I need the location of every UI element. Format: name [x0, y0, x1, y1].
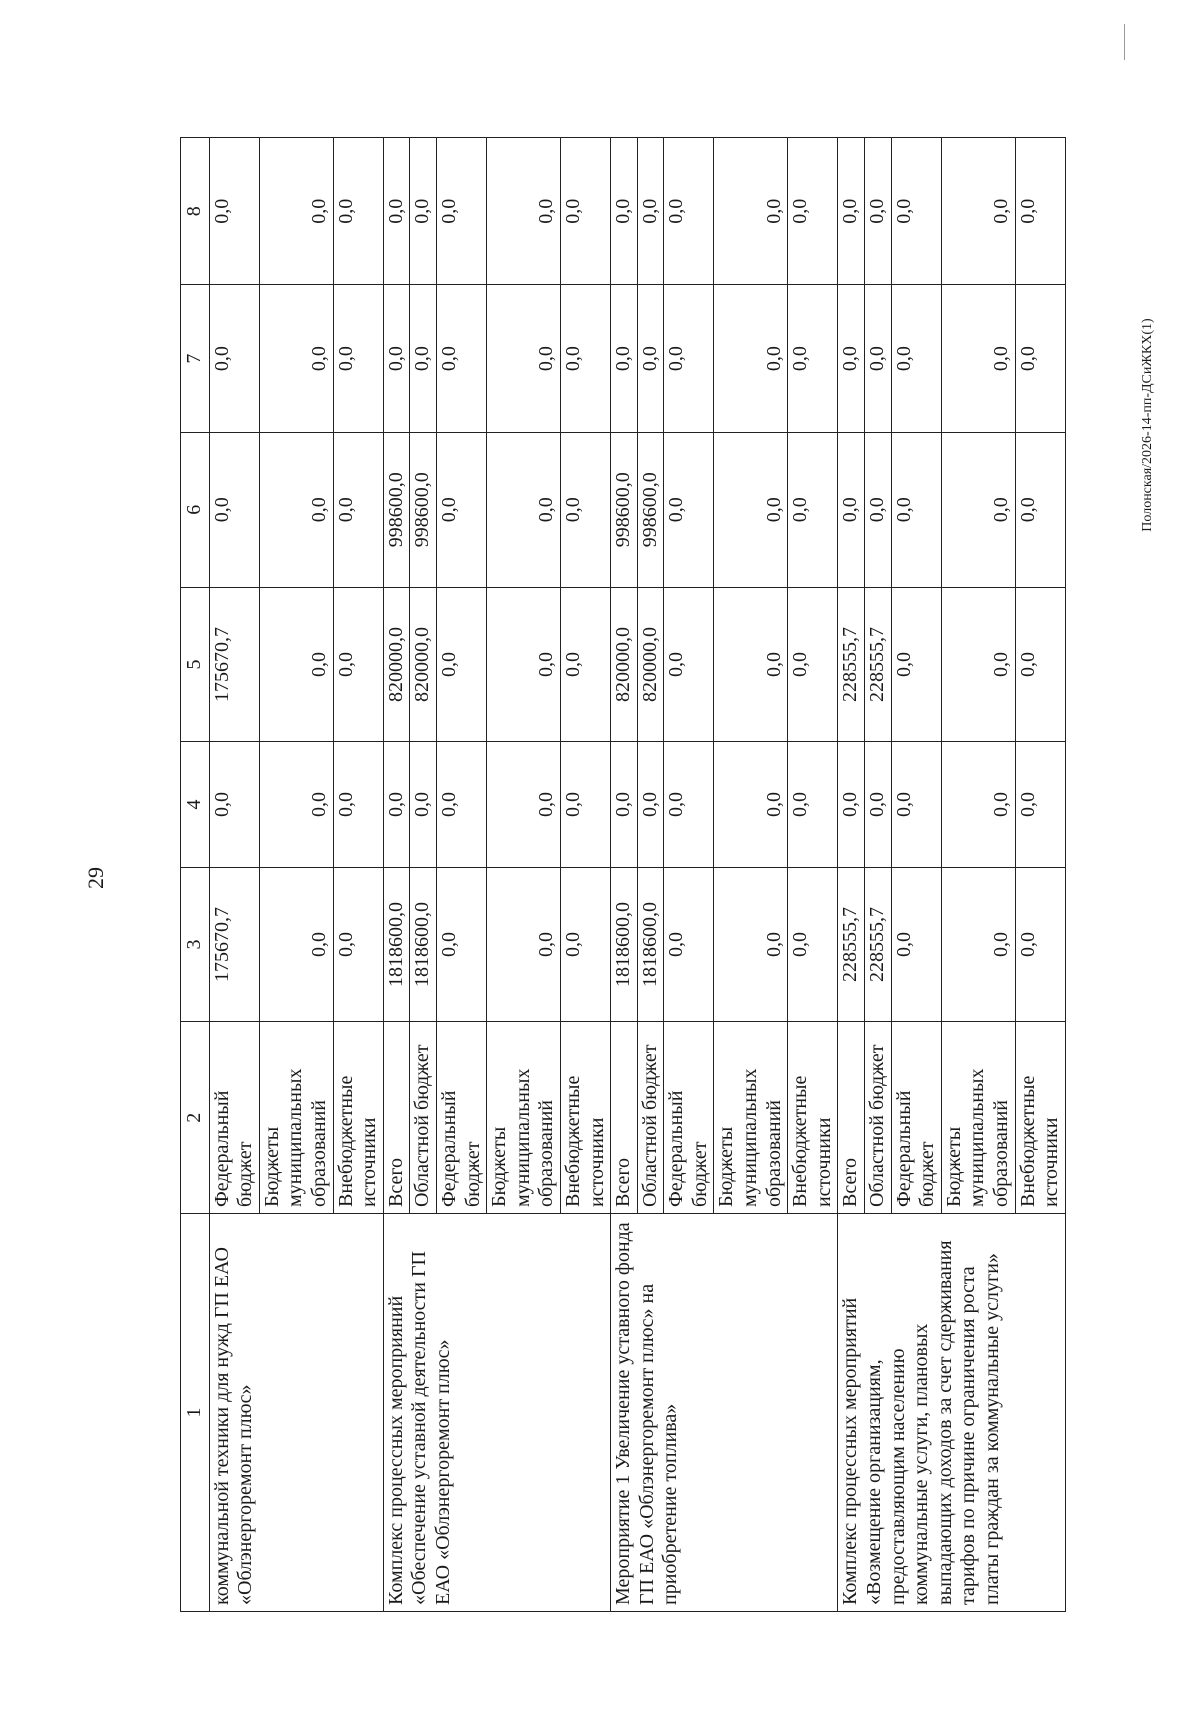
funding-source: Федеральный бюджет [209, 1022, 259, 1214]
amount-cell: 0,0 [838, 742, 865, 867]
amount-cell: 0,0 [941, 587, 1015, 742]
amount-cell: 0,0 [259, 742, 333, 867]
funding-source: Областной бюджет [410, 1022, 437, 1214]
amount-cell: 0,0 [941, 138, 1015, 285]
header-cell: 8 [181, 138, 210, 285]
amount-cell: 0,0 [714, 867, 788, 1022]
amount-cell: 175670,7 [209, 867, 259, 1022]
amount-cell: 820000,0 [383, 587, 410, 742]
funding-source: Областной бюджет [637, 1022, 664, 1214]
amount-cell: 998600,0 [410, 432, 437, 587]
activity-description: Мероприятие 1 Увеличение уставного фонда ГП ЕАО «Облэнергоремонт плюс» на приобретение топлива» [611, 1214, 838, 1612]
amount-cell: 0,0 [865, 742, 892, 867]
amount-cell: 0,0 [941, 432, 1015, 587]
amount-cell: 0,0 [410, 138, 437, 285]
amount-cell: 0,0 [1015, 742, 1065, 867]
activity-description: Комплекс процессных мероприятий «Возмещение организациям, предоставляющим населению коммунальные услуги, плановых выпадающих доходов за счет сдерживания тарифов по причине ограничения роста платы граждан за коммунальные услуги» [838, 1214, 1065, 1612]
amount-cell: 0,0 [560, 742, 610, 867]
amount-cell: 0,0 [333, 138, 383, 285]
amount-cell: 0,0 [891, 138, 941, 285]
amount-cell: 820000,0 [410, 587, 437, 742]
amount-cell: 0,0 [383, 742, 410, 867]
amount-cell: 0,0 [838, 285, 865, 432]
amount-cell: 0,0 [487, 742, 561, 867]
amount-cell: 0,0 [209, 432, 259, 587]
amount-cell: 0,0 [487, 867, 561, 1022]
amount-cell: 0,0 [259, 138, 333, 285]
amount-cell: 0,0 [436, 138, 486, 285]
header-cell: 2 [181, 1022, 210, 1214]
amount-cell: 0,0 [259, 432, 333, 587]
amount-cell: 0,0 [611, 742, 638, 867]
amount-cell: 0,0 [333, 867, 383, 1022]
amount-cell: 228555,7 [838, 587, 865, 742]
amount-cell: 0,0 [487, 138, 561, 285]
amount-cell: 0,0 [209, 742, 259, 867]
amount-cell: 0,0 [788, 587, 838, 742]
amount-cell: 0,0 [838, 432, 865, 587]
amount-cell: 0,0 [788, 742, 838, 867]
funding-source: Всего [611, 1022, 638, 1214]
amount-cell: 0,0 [664, 587, 714, 742]
amount-cell: 0,0 [436, 432, 486, 587]
amount-cell: 0,0 [560, 285, 610, 432]
amount-cell: 0,0 [436, 285, 486, 432]
amount-cell: 0,0 [788, 138, 838, 285]
table-row [383, 138, 410, 1612]
amount-cell: 228555,7 [838, 867, 865, 1022]
amount-cell: 0,0 [259, 285, 333, 432]
amount-cell: 0,0 [383, 138, 410, 285]
amount-cell: 0,0 [410, 285, 437, 432]
amount-cell: 0,0 [560, 587, 610, 742]
amount-cell: 0,0 [209, 285, 259, 432]
activity-description: коммунальной техники для нужд ГП ЕАО «Облэнергоремонт плюс» [209, 1214, 383, 1612]
header-cell: 1 [181, 1214, 210, 1612]
funding-source: Бюджеты муниципальных образований [714, 1022, 788, 1214]
amount-cell: 0,0 [410, 742, 437, 867]
amount-cell: 998600,0 [637, 432, 664, 587]
amount-cell: 0,0 [259, 867, 333, 1022]
header-cell: 7 [181, 285, 210, 432]
amount-cell: 0,0 [714, 138, 788, 285]
funding-source: Бюджеты муниципальных образований [259, 1022, 333, 1214]
amount-cell: 0,0 [941, 867, 1015, 1022]
funding-source: Областной бюджет [865, 1022, 892, 1214]
amount-cell: 0,0 [891, 742, 941, 867]
amount-cell: 0,0 [1015, 587, 1065, 742]
amount-cell: 0,0 [788, 867, 838, 1022]
amount-cell: 0,0 [383, 285, 410, 432]
amount-cell: 0,0 [664, 742, 714, 867]
funding-source: Внебюджетные источники [333, 1022, 383, 1214]
amount-cell: 1818600,0 [611, 867, 638, 1022]
margin-mark [1124, 24, 1125, 60]
amount-cell: 0,0 [664, 867, 714, 1022]
header-cell: 3 [181, 867, 210, 1022]
amount-cell: 0,0 [891, 587, 941, 742]
amount-cell: 175670,7 [209, 587, 259, 742]
amount-cell: 0,0 [664, 285, 714, 432]
amount-cell: 0,0 [714, 432, 788, 587]
funding-source: Внебюджетные источники [788, 1022, 838, 1214]
amount-cell: 0,0 [333, 587, 383, 742]
amount-cell: 0,0 [714, 285, 788, 432]
funding-source: Федеральный бюджет [891, 1022, 941, 1214]
amount-cell: 0,0 [560, 138, 610, 285]
footer-document-code: Полонская/2026-14-пп-ДСиЖКХ(1) [1140, 318, 1155, 532]
amount-cell: 0,0 [637, 742, 664, 867]
table-row [611, 138, 638, 1612]
amount-cell: 0,0 [1015, 138, 1065, 285]
amount-cell: 1818600,0 [383, 867, 410, 1022]
funding-source: Федеральный бюджет [436, 1022, 486, 1214]
amount-cell: 0,0 [714, 587, 788, 742]
amount-cell: 0,0 [333, 285, 383, 432]
amount-cell: 0,0 [1015, 285, 1065, 432]
amount-cell: 0,0 [865, 138, 892, 285]
amount-cell: 0,0 [259, 587, 333, 742]
amount-cell: 0,0 [209, 138, 259, 285]
funding-source: Внебюджетные источники [560, 1022, 610, 1214]
header-cell: 4 [181, 742, 210, 867]
amount-cell: 0,0 [1015, 432, 1065, 587]
amount-cell: 0,0 [436, 867, 486, 1022]
amount-cell: 1818600,0 [410, 867, 437, 1022]
amount-cell: 998600,0 [383, 432, 410, 587]
header-cell: 5 [181, 587, 210, 742]
amount-cell: 0,0 [611, 285, 638, 432]
funding-source: Бюджеты муниципальных образований [487, 1022, 561, 1214]
activity-description: Комплекс процессных мероприяний «Обеспечение уставной деятельности ГП ЕАО «Облэнергоремонт плюс» [383, 1214, 610, 1612]
amount-cell: 0,0 [436, 742, 486, 867]
amount-cell: 0,0 [714, 742, 788, 867]
amount-cell: 0,0 [788, 432, 838, 587]
funding-source: Бюджеты муниципальных образований [941, 1022, 1015, 1214]
table-row [838, 138, 865, 1612]
page-number: 29 [83, 867, 108, 889]
amount-cell: 0,0 [333, 742, 383, 867]
amount-cell: 0,0 [333, 432, 383, 587]
rotated-table-container [180, 137, 1105, 1612]
amount-cell: 998600,0 [611, 432, 638, 587]
amount-cell: 0,0 [487, 587, 561, 742]
table-row [209, 138, 259, 1612]
amount-cell: 0,0 [1015, 867, 1065, 1022]
amount-cell: 0,0 [637, 285, 664, 432]
amount-cell: 0,0 [865, 285, 892, 432]
amount-cell: 0,0 [611, 138, 638, 285]
funding-source: Внебюджетные источники [1015, 1022, 1065, 1214]
amount-cell: 0,0 [941, 742, 1015, 867]
header-row [181, 138, 210, 1612]
amount-cell: 0,0 [637, 138, 664, 285]
amount-cell: 0,0 [941, 285, 1015, 432]
amount-cell: 0,0 [891, 285, 941, 432]
funding-table [180, 137, 1066, 1612]
amount-cell: 228555,7 [865, 867, 892, 1022]
amount-cell: 0,0 [891, 432, 941, 587]
amount-cell: 0,0 [436, 587, 486, 742]
amount-cell: 1818600,0 [637, 867, 664, 1022]
amount-cell: 0,0 [865, 432, 892, 587]
amount-cell: 0,0 [487, 432, 561, 587]
amount-cell: 820000,0 [611, 587, 638, 742]
amount-cell: 0,0 [560, 867, 610, 1022]
amount-cell: 228555,7 [865, 587, 892, 742]
amount-cell: 0,0 [560, 432, 610, 587]
table-body [209, 138, 1065, 1612]
amount-cell: 0,0 [788, 285, 838, 432]
amount-cell: 0,0 [664, 138, 714, 285]
amount-cell: 0,0 [487, 285, 561, 432]
amount-cell: 0,0 [891, 867, 941, 1022]
funding-source: Всего [838, 1022, 865, 1214]
amount-cell: 0,0 [838, 138, 865, 285]
amount-cell: 820000,0 [637, 587, 664, 742]
funding-source: Федеральный бюджет [664, 1022, 714, 1214]
funding-source: Всего [383, 1022, 410, 1214]
header-cell: 6 [181, 432, 210, 587]
amount-cell: 0,0 [664, 432, 714, 587]
